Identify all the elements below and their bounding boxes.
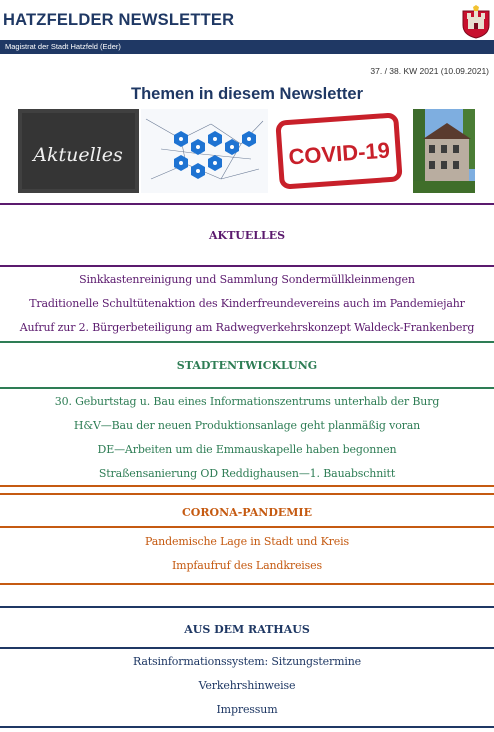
network-icons-image [141, 109, 268, 193]
divider-stadtentwicklung-bottom [0, 387, 494, 389]
rathaus-photo-image [413, 109, 475, 193]
divider-corona-top [0, 485, 494, 487]
divider-rathaus-separator [0, 583, 494, 585]
link-emmauskapelle[interactable]: DE—Arbeiten um die Emmauskapelle haben begonnen [97, 443, 397, 456]
link-impfaufruf[interactable]: Impfaufruf des Landkreises [171, 559, 323, 572]
section-title-aktuelles: AKTUELLES [208, 229, 286, 242]
divider-rathaus-bottom [0, 647, 494, 649]
issue-date: 37. / 38. KW 2021 (10.09.2021) [370, 66, 489, 76]
divider-rathaus-top [0, 606, 494, 608]
subtitle-bar [0, 40, 494, 54]
link-verkehrshinweise[interactable]: Verkehrshinweise [198, 679, 296, 692]
newsletter-title: HATZFELDER NEWSLETTER [3, 11, 235, 29]
subtitle-text: Magistrat der Stadt Hatzfeld (Eder) [5, 42, 121, 51]
section-title-corona: CORONA-PANDEMIE [182, 506, 312, 519]
covid-stamp-image [272, 109, 406, 193]
divider-corona-top-2 [0, 493, 494, 495]
divider-corona-bottom [0, 526, 494, 528]
section-title-stadtentwicklung: STADTENTWICKLUNG [176, 359, 318, 372]
link-produktionsanlage[interactable]: H&V—Bau der neuen Produktionsanlage geht planmäßig voran [73, 419, 421, 432]
link-buergerbeteiligung-radweg[interactable]: Aufruf zur 2. Bürgerbeteiligung am Radwegverkehrskonzept Waldeck-Frankenberg [19, 321, 475, 334]
city-crest-icon [461, 5, 491, 39]
link-strassensanierung[interactable]: Straßensanierung OD Reddighausen—1. Bauabschnitt [98, 467, 396, 480]
section-title-rathaus: AUS DEM RATHAUS [184, 623, 310, 636]
link-sinkkastenreinigung[interactable]: Sinkkastenreinigung und Sammlung Sondermüllkleinmengen [79, 273, 415, 286]
divider-aktuelles-bottom [0, 265, 494, 267]
covid-stamp-text: COVID-19 [287, 137, 391, 170]
link-schultuetenaktion[interactable]: Traditionelle Schultütenaktion des Kinderfreundevereins auch im Pandemiejahr [29, 297, 465, 310]
chalkboard-text: Aktuelles [33, 144, 123, 166]
link-pandemische-lage[interactable]: Pandemische Lage in Stadt und Kreis [144, 535, 350, 548]
link-impressum[interactable]: Impressum [216, 703, 278, 716]
topics-heading: Themen in diesem Newsletter [131, 85, 363, 103]
divider-footer [0, 726, 494, 728]
link-geburtstag-informationszentrum[interactable]: 30. Geburtstag u. Bau eines Informationszentrums unterhalb der Burg [54, 395, 440, 408]
link-ratsinformationssystem[interactable]: Ratsinformationssystem: Sitzungstermine [132, 655, 362, 668]
newsletter-header [0, 0, 494, 40]
aktuelles-chalkboard-image [18, 109, 139, 193]
divider-aktuelles-top [0, 203, 494, 205]
divider-stadtentwicklung-top [0, 341, 494, 343]
